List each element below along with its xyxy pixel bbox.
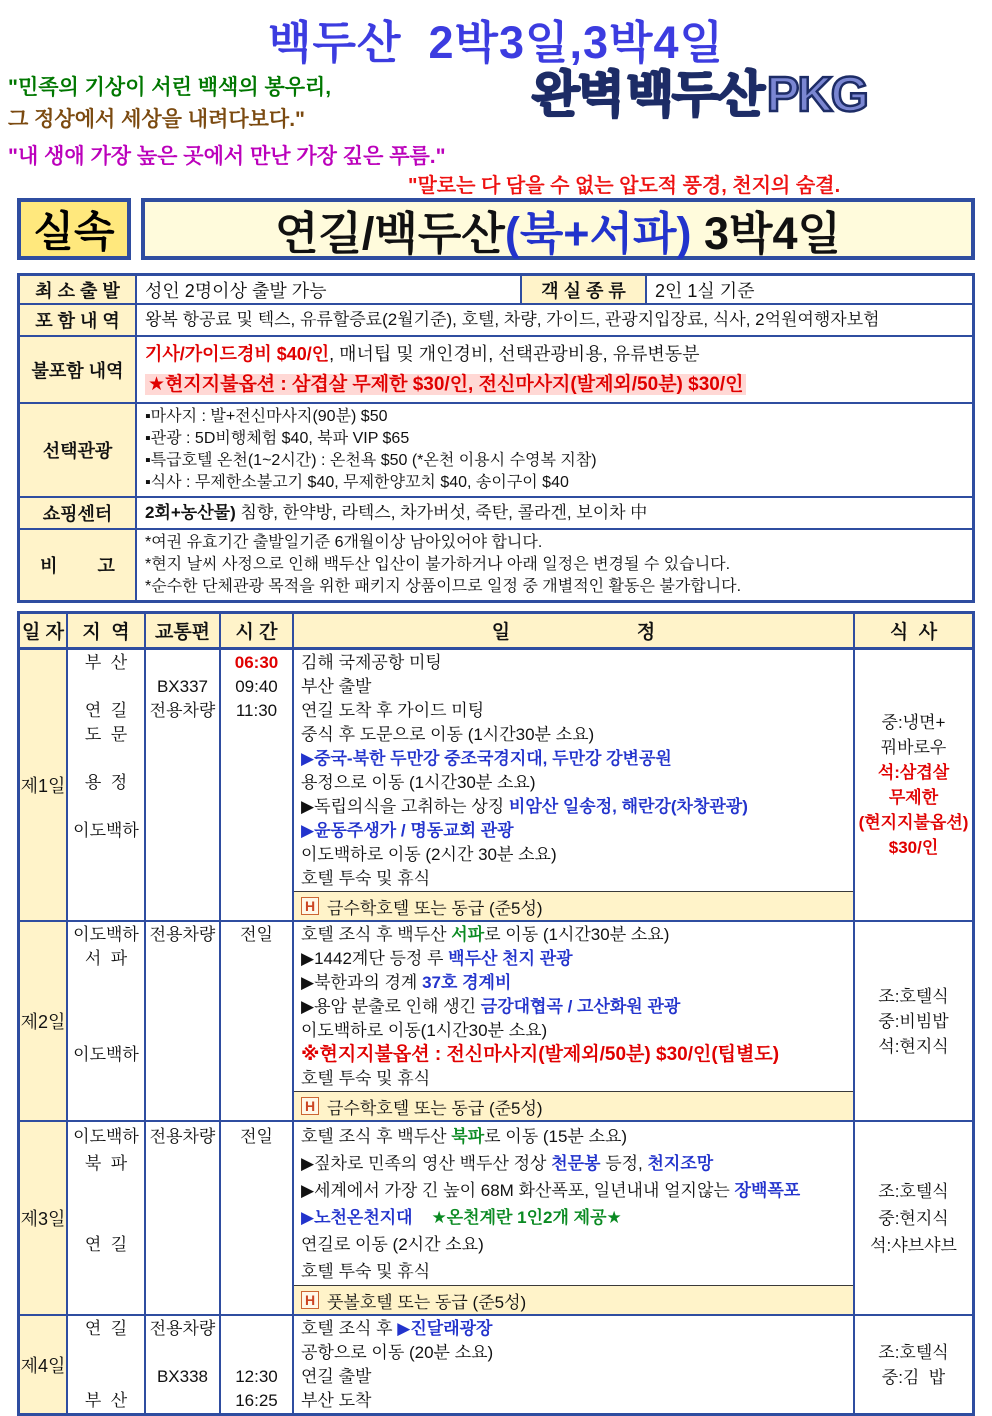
text-segment: 부산 출발 xyxy=(301,677,372,696)
time-cell xyxy=(221,1316,294,1413)
text-segment: ▶진달래광장 xyxy=(397,1319,493,1338)
cell-line xyxy=(68,1341,144,1365)
cell-line xyxy=(68,1019,144,1043)
schedule-line xyxy=(294,771,853,795)
text-segment: 천지조망 xyxy=(647,1154,714,1173)
schedule-line xyxy=(294,795,853,819)
text-segment: 37호 경계비 xyxy=(422,973,512,992)
cell-line xyxy=(221,1150,292,1177)
cell-line xyxy=(221,1043,292,1067)
meal-line: 조:호텔식 xyxy=(878,986,949,1006)
info-row-content xyxy=(137,498,972,528)
cell-line xyxy=(146,651,219,675)
schedule-line xyxy=(294,747,853,771)
text-segment: ★현지지불옵션 : 삼겹살 무제한 $30/인, 전신마사지(발제외/50분) $30/인 xyxy=(145,374,746,395)
quote-line-2: 그 정상에서 세상을 내려다보다." xyxy=(8,108,306,131)
itinerary-header-cell: 식 사 xyxy=(889,622,938,643)
info-row-label: 선택관광 xyxy=(20,404,137,496)
cell-line xyxy=(146,1067,219,1091)
info-text-line xyxy=(145,369,964,400)
text-segment: 이도백하로 이동 (2시간 30분 소요) xyxy=(301,845,557,864)
text-segment: 중식 후 도문으로 이동 (1시간30분 소요) xyxy=(301,725,595,744)
cell-line xyxy=(146,1231,219,1258)
text-segment: 등정, xyxy=(600,1154,648,1173)
meals-cell xyxy=(855,1316,972,1413)
meal-line: 중:현지식 xyxy=(878,1208,949,1228)
cell-line xyxy=(68,1365,144,1389)
meal-line: 중:냉면+ xyxy=(881,713,946,732)
quote-line-4: "말로는 다 담을 수 없는 압도적 풍경, 천지의 숨결. xyxy=(408,175,841,197)
cell-line xyxy=(68,867,144,891)
cell-line: 이도백하 xyxy=(73,821,139,840)
cell-line xyxy=(221,1258,292,1285)
day-label: 제2일 xyxy=(20,1012,66,1032)
cell-line xyxy=(68,995,144,1019)
package-logo xyxy=(532,56,871,126)
text-segment: *여권 유효기간 출발일기준 6개월이상 남아있어야 합니다. xyxy=(145,534,543,551)
meal-line: $30/인 xyxy=(888,838,939,857)
cell-line xyxy=(68,1177,144,1204)
text-segment: 호텔 조식 후 백두산 xyxy=(301,925,452,944)
text-segment: 연길 출발 xyxy=(301,1367,372,1386)
meal-line: 석:현지식 xyxy=(878,1036,949,1056)
text-segment: ▪관광 : 5D비행체험 $40, 북파 VIP $65 xyxy=(145,430,410,447)
cell-line: 전용차량 xyxy=(149,1319,216,1338)
schedule-cell xyxy=(294,1122,855,1314)
hotel-name: 금수학호텔 또는 동급 (준5성) xyxy=(327,1098,543,1118)
text-segment: 부산 도착 xyxy=(301,1391,372,1410)
schedule-cell xyxy=(294,922,855,1120)
schedule-cell xyxy=(294,1316,855,1413)
flyer-header xyxy=(0,6,992,198)
info-row-label: 포 함 내 역 xyxy=(20,305,137,335)
cell-line xyxy=(68,795,144,819)
quote-line-3: "내 생애 가장 높은 곳에서 만난 가장 깊은 푸름." xyxy=(8,145,446,168)
product-banner xyxy=(17,198,975,260)
region-cell xyxy=(68,922,146,1120)
room-type-label: 객 실 종 류 xyxy=(522,276,647,303)
schedule-line xyxy=(294,651,853,675)
text-segment: 공항으로 이동 (20분 소요) xyxy=(301,1343,494,1362)
cell-line xyxy=(146,723,219,747)
cell-line xyxy=(146,843,219,867)
info-text-line xyxy=(145,554,964,576)
transport-cell xyxy=(146,650,221,920)
meal-line: (현지지불옵션) xyxy=(858,813,969,832)
cell-line xyxy=(146,1019,219,1043)
cell-line xyxy=(221,771,292,795)
cell-line xyxy=(146,771,219,795)
schedule-line xyxy=(294,1043,853,1067)
info-row-content xyxy=(137,404,972,496)
meals-cell xyxy=(855,922,972,1120)
schedule-line xyxy=(294,699,853,723)
text-segment: ▶윤동주생가 / 명동교회 관광 xyxy=(301,821,514,840)
cell-line xyxy=(146,747,219,771)
hotel-name: 금수학호텔 또는 동급 (준5성) xyxy=(327,898,543,918)
text-segment: 호텔 조식 후 백두산 xyxy=(301,1127,452,1146)
text-segment: 로 이동 (15분 소요) xyxy=(484,1127,628,1146)
info-text-line xyxy=(145,576,964,598)
info-text-line xyxy=(145,406,964,428)
text-segment: ▶북한과의 경계 xyxy=(301,973,423,992)
cell-line xyxy=(221,747,292,771)
text-segment: 비암산 일송정, 해란강(차창관광) xyxy=(508,797,748,816)
cell-line: 전용차량 xyxy=(149,701,216,720)
hotel-bar xyxy=(294,1091,853,1120)
info-text-line xyxy=(145,450,964,472)
cell-line: 이도백하 xyxy=(73,1045,139,1064)
text-segment: ▶1442계단 등정 루 xyxy=(301,949,449,968)
time-cell xyxy=(221,650,294,920)
hotel-icon: H xyxy=(301,897,319,915)
cell-line xyxy=(221,723,292,747)
cell-line xyxy=(221,1019,292,1043)
min-departure-label: 최 소 출 발 xyxy=(20,276,137,303)
text-segment: 장백폭포 xyxy=(734,1181,801,1200)
cell-line: 용 정 xyxy=(84,773,128,792)
logo-word: 완벽 xyxy=(532,68,623,122)
text-segment: ▪마사지 : 발+전신마사지(90분) $50 xyxy=(145,408,388,425)
itinerary-body xyxy=(20,650,972,1413)
cell-line xyxy=(221,1341,292,1365)
schedule-line xyxy=(294,995,853,1019)
info-row-content xyxy=(137,305,972,335)
text-segment: 김해 국제공항 미팅 xyxy=(301,653,442,672)
info-text-line xyxy=(145,472,964,494)
meal-line: 중:비빔밥 xyxy=(878,1011,949,1031)
info-row-departure xyxy=(20,276,972,305)
schedule-line xyxy=(294,1231,853,1258)
text-segment: 기사/가이드경비 $40/인 xyxy=(145,344,330,364)
cell-line: 11:30 xyxy=(235,701,278,720)
text-segment: 연길 도착 후 가이드 미팅 xyxy=(301,701,485,720)
text-segment: 호텔 조식 후 xyxy=(301,1319,398,1338)
page-title: 백두산 2박3일,3박4일 xyxy=(268,17,724,68)
info-text-line xyxy=(145,428,964,450)
text-segment: 로 이동 (1시간30분 소요) xyxy=(484,925,670,944)
cell-line xyxy=(146,1204,219,1231)
info-row xyxy=(20,337,972,404)
text-segment: 왕복 항공료 및 텍스, 유류할증료(2월기준), 호텔, 차량, 가이드, 관광지입장료, 식사, 2억원여행자보험 xyxy=(145,310,880,329)
meal-line: 꿔바로우 xyxy=(880,738,947,757)
min-departure-value: 성인 2명이상 출발 가능 xyxy=(137,276,522,303)
region-cell xyxy=(68,650,146,920)
text-segment: ▶짚차로 민족의 영산 백두산 정상 xyxy=(301,1154,552,1173)
itinerary-header-cell: 지 역 xyxy=(68,614,146,647)
info-text-line xyxy=(145,500,964,526)
cell-line: 09:40 xyxy=(235,677,278,696)
cell-line xyxy=(146,1043,219,1067)
meal-line: 석:샤브샤브 xyxy=(870,1235,957,1255)
text-segment: 천문봉 xyxy=(551,1154,601,1173)
region-cell xyxy=(68,1122,146,1314)
cell-line xyxy=(146,995,219,1019)
cell-line: 06:30 xyxy=(234,653,279,672)
cell-line xyxy=(221,1204,292,1231)
transport-cell xyxy=(146,1316,221,1413)
info-row xyxy=(20,530,972,600)
info-table xyxy=(17,273,975,603)
itinerary-day-row xyxy=(20,1316,972,1413)
info-text-line xyxy=(145,532,964,554)
text-segment: 호텔 투숙 및 휴식 xyxy=(301,1262,431,1281)
cell-line: 전용차량 xyxy=(149,925,216,944)
cell-line: BX337 xyxy=(156,677,209,696)
text-segment: 금강대협곡 / 고산화원 관광 xyxy=(480,997,681,1016)
text-segment: 북파 xyxy=(451,1127,485,1146)
text-segment: ▶노천온천지대 xyxy=(301,1208,413,1227)
cell-line: BX338 xyxy=(156,1367,209,1386)
cell-line xyxy=(221,843,292,867)
meal-line: 조:호텔식 xyxy=(878,1181,949,1201)
schedule-line xyxy=(294,1341,853,1365)
meals-cell xyxy=(855,1122,972,1314)
text-segment: ▶중국-북한 두만강 중조국경지대, 두만강 강변공원 xyxy=(301,749,672,768)
cell-line xyxy=(146,867,219,891)
itinerary-header-cell: 시 간 xyxy=(221,614,294,647)
text-segment: 2회+농산물) xyxy=(145,503,236,522)
text-segment: 호텔 투숙 및 휴식 xyxy=(301,869,431,888)
text-segment: ▶세계에서 가장 긴 높이 68M 화산폭포, 일년내내 얼지않는 xyxy=(301,1181,735,1200)
cell-line: 이도백하 xyxy=(73,925,139,944)
info-row xyxy=(20,404,972,498)
schedule-line xyxy=(294,1067,853,1091)
itinerary-day-row xyxy=(20,922,972,1122)
cell-line xyxy=(146,819,219,843)
info-row xyxy=(20,498,972,530)
cell-line xyxy=(146,1258,219,1285)
itinerary-day-row xyxy=(20,1122,972,1316)
itinerary-header-cell: 일 자 xyxy=(20,614,68,647)
cell-line: 부 산 xyxy=(84,653,128,672)
product-title-part1: 연길/백두산 xyxy=(274,207,505,259)
cell-line xyxy=(221,1231,292,1258)
cell-line: 연 길 xyxy=(84,701,128,720)
meal-line: 중:김 밥 xyxy=(881,1367,946,1387)
info-row-content xyxy=(137,337,972,402)
transport-cell xyxy=(146,1122,221,1314)
cell-line: 연 길 xyxy=(84,1319,128,1338)
cell-line: 12:30 xyxy=(235,1367,278,1386)
schedule-line xyxy=(294,1204,853,1231)
text-segment: 침향, 한약방, 라텍스, 차가버섯, 죽탄, 콜라겐, 보이차 中 xyxy=(235,503,648,522)
cell-line: 16:25 xyxy=(235,1391,278,1410)
transport-cell xyxy=(146,922,221,1120)
schedule-line xyxy=(294,675,853,699)
schedule-line xyxy=(294,1123,853,1150)
cell-line xyxy=(221,947,292,971)
schedule-line xyxy=(294,947,853,971)
hotel-bar xyxy=(294,891,853,920)
cell-line: 전일 xyxy=(240,1127,273,1146)
text-segment: 서파 xyxy=(451,925,485,944)
cell-line xyxy=(146,947,219,971)
meals-cell xyxy=(855,650,972,920)
schedule-line xyxy=(294,1365,853,1389)
day-label-cell xyxy=(20,650,68,920)
schedule-line xyxy=(294,867,853,891)
product-title-part3: 3박4일 xyxy=(691,207,842,259)
hotel-icon: H xyxy=(301,1097,319,1115)
info-row-label: 불포함 내역 xyxy=(20,337,137,402)
text-segment: ※현지지불옵션 : 전신마사지(발제외/50분) $30/인(팁별도) xyxy=(301,1044,780,1065)
info-rows xyxy=(20,305,972,600)
cell-line xyxy=(68,971,144,995)
day-label-cell xyxy=(20,1122,68,1314)
cell-line xyxy=(68,1067,144,1091)
itinerary-header-cell: 교통편 xyxy=(146,614,221,647)
info-text-line xyxy=(145,307,964,333)
schedule-line xyxy=(294,723,853,747)
cell-line: 부 산 xyxy=(84,1391,128,1410)
text-segment: 백두산 천지 관광 xyxy=(448,949,573,968)
info-text-line xyxy=(145,339,964,369)
text-segment: 용정으로 이동 (1시간30분 소요) xyxy=(301,773,536,792)
product-title-part2: (북+서파) xyxy=(504,207,692,259)
schedule-line xyxy=(294,1019,853,1043)
schedule-line xyxy=(294,1258,853,1285)
schedule-cell xyxy=(294,650,855,920)
cell-line xyxy=(68,1258,144,1285)
cell-line: 이도백하 xyxy=(73,1127,139,1146)
text-segment: 호텔 투숙 및 휴식 xyxy=(301,1069,431,1088)
hotel-icon: H xyxy=(301,1291,319,1309)
text-segment: ★온천계란 1인2개 제공★ xyxy=(431,1208,622,1227)
cell-line xyxy=(146,971,219,995)
text-segment: *현지 날씨 사정으로 인해 백두산 입산이 불가하거나 아래 일정은 변경될 수 있습니다. xyxy=(145,556,731,573)
schedule-line xyxy=(294,1389,853,1413)
cell-line xyxy=(221,995,292,1019)
cell-line xyxy=(221,795,292,819)
quote-block xyxy=(8,72,331,136)
cell-line xyxy=(146,1341,219,1365)
text-segment: *순수한 단체관광 목적을 위한 패키지 상품이므로 일정 중 개별적인 활동은 불가합니다. xyxy=(145,578,742,595)
hotel-bar xyxy=(294,1285,853,1314)
itinerary-header-row xyxy=(20,614,972,650)
schedule-line xyxy=(294,1150,853,1177)
day-label-cell xyxy=(20,922,68,1120)
cell-line xyxy=(221,1067,292,1091)
schedule-line xyxy=(294,923,853,947)
cell-line xyxy=(221,867,292,891)
text-segment: ▪식사 : 무제한소불고기 $40, 무제한양꼬치 $40, 송이구이 $40 xyxy=(145,474,569,491)
cell-line xyxy=(146,1389,219,1413)
cell-line xyxy=(221,1177,292,1204)
quote-line-1: "민족의 기상이 서린 백색의 봉우리, xyxy=(8,76,332,99)
cell-line: 전용차량 xyxy=(149,1127,216,1146)
itinerary-day-row xyxy=(20,650,972,922)
cell-line xyxy=(68,747,144,771)
schedule-line xyxy=(294,1317,853,1341)
day-label: 제4일 xyxy=(20,1355,66,1376)
cell-line xyxy=(68,1204,144,1231)
cell-line: 도 문 xyxy=(84,725,128,744)
cell-line: 전일 xyxy=(240,925,273,944)
text-segment xyxy=(413,1208,432,1227)
room-type-value: 2인 1실 기준 xyxy=(655,280,755,301)
schedule-line xyxy=(294,971,853,995)
meal-line: 무제한 xyxy=(888,788,939,807)
info-row-content xyxy=(137,530,972,600)
text-segment: 연길로 이동 (2시간 소요) xyxy=(301,1235,484,1254)
cell-line: 서 파 xyxy=(84,949,128,968)
meal-line: 조:호텔식 xyxy=(878,1342,949,1362)
hotel-name: 풋볼호텔 또는 동급 (준5성) xyxy=(327,1292,527,1312)
text-segment: ▶독립의식을 고취하는 상징 xyxy=(301,797,509,816)
cell-line xyxy=(221,1317,292,1341)
text-segment: ▪특급호텔 온천(1~2시간) : 온천욕 $50 (*온천 이용시 수영복 지참) xyxy=(145,452,597,469)
info-row-label: 비 고 xyxy=(20,530,137,600)
text-segment: ▶용암 분출로 인해 생긴 xyxy=(301,997,481,1016)
schedule-line xyxy=(294,1177,853,1204)
itinerary-table xyxy=(17,611,975,1416)
cell-line xyxy=(146,1177,219,1204)
cell-line xyxy=(221,819,292,843)
day-label: 제1일 xyxy=(20,776,66,796)
time-cell xyxy=(221,1122,294,1314)
cell-line xyxy=(221,971,292,995)
cell-line: 연 길 xyxy=(84,1235,128,1254)
product-title xyxy=(141,198,975,260)
day-label-cell xyxy=(20,1316,68,1413)
cell-line xyxy=(146,1150,219,1177)
info-row xyxy=(20,305,972,337)
cell-line: 북 파 xyxy=(84,1154,128,1173)
cell-line xyxy=(68,675,144,699)
itinerary-header-cell: 일 정 xyxy=(294,614,855,647)
logo-word: 백두산 xyxy=(626,68,763,122)
cell-line xyxy=(146,795,219,819)
value-badge: 실속 xyxy=(17,198,131,260)
day-label: 제3일 xyxy=(20,1209,66,1229)
info-row-label: 쇼핑센터 xyxy=(20,498,137,528)
region-cell xyxy=(68,1316,146,1413)
logo-word: PKG xyxy=(766,68,867,122)
meal-line: 석:삼겹살 xyxy=(877,763,950,782)
time-cell xyxy=(221,922,294,1120)
cell-line xyxy=(68,843,144,867)
text-segment: 이도백하로 이동(1시간30분 소요) xyxy=(301,1021,548,1040)
schedule-line xyxy=(294,819,853,843)
schedule-line xyxy=(294,843,853,867)
text-segment: , 매너팁 및 개인경비, 선택관광비용, 유류변동분 xyxy=(329,344,700,364)
